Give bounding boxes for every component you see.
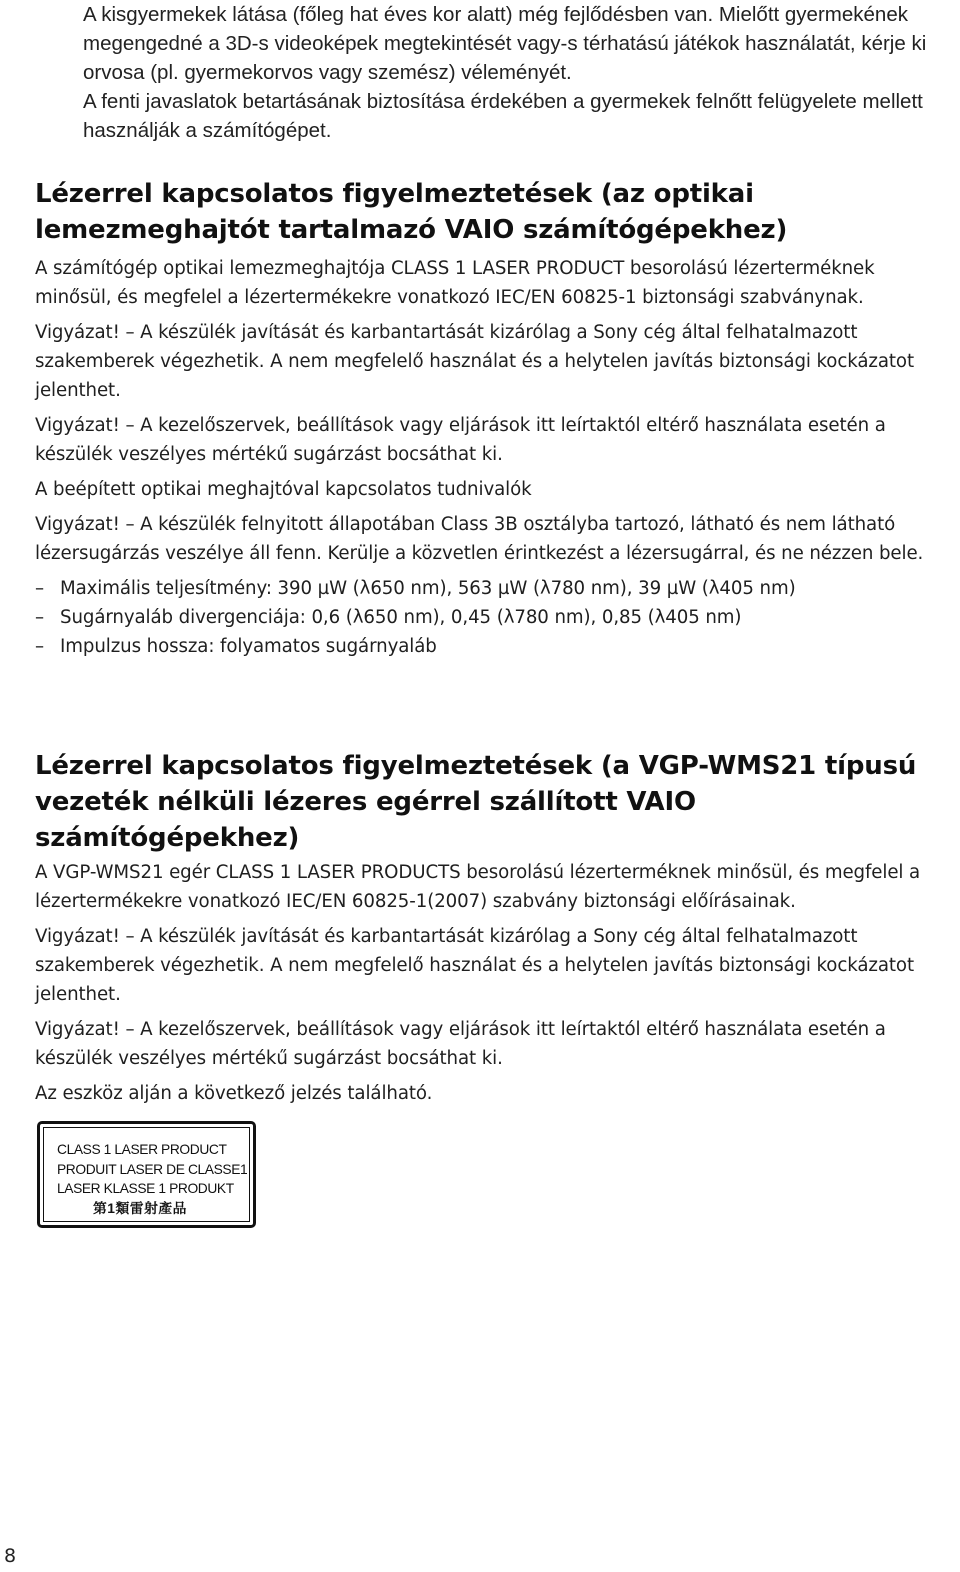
laser-class-label — [37, 1121, 256, 1228]
section-optical-drive-laser — [35, 176, 955, 661]
intro-paragraph: A kisgyermekek látása (főleg hat éves kor alatt) még fejlődésben van. Mielőtt gyermekének megengedné a 3D-s videoképek megtekintését vagy-s térhatású játékok használatát, kérje ki orvosa (pl. gyermekorvos vagy szemész) véleményét. — [83, 3, 927, 84]
section-mouse-laser — [35, 748, 955, 1114]
spec-text: Sugárnyaláb divergenciája: 0,6 (λ650 nm), 0,45 (λ780 nm), 0,85 (λ405 nm) — [60, 607, 742, 628]
label-line: LASER KLASSE 1 PRODUKT — [57, 1181, 234, 1196]
body-paragraph: A beépített optikai meghajtóval kapcsolatos tudnivalók — [35, 479, 532, 500]
bullet-dash: – — [35, 636, 44, 657]
body-paragraph: Az eszköz alján a következő jelzés található. — [35, 1083, 433, 1104]
spec-text: Maximális teljesítmény: 390 µW (λ650 nm), 563 µW (λ780 nm), 39 µW (λ405 nm) — [60, 578, 796, 599]
list-item — [35, 603, 955, 632]
warning-paragraph: Vigyázat! – A készülék javítását és karbantartását kizárólag a Sony cég által felhatalmazott szakemberek végezhetik. A nem megfelelő használat és a helytelen javítás biztonsági kockázatot jelenthet. — [35, 322, 914, 401]
laser-label-inner — [43, 1127, 250, 1222]
spec-list — [35, 574, 955, 661]
section-body — [35, 254, 955, 661]
list-item — [35, 574, 955, 603]
label-line: PRODUIT LASER DE CLASSE1 — [57, 1161, 248, 1177]
label-line: CLASS 1 LASER PRODUCT — [57, 1142, 227, 1157]
section-body — [35, 858, 955, 1108]
warning-paragraph: Vigyázat! – A készülék javítását és karbantartását kizárólag a Sony cég által felhatalmazott szakemberek végezhetik. A nem megfelelő használat és a helytelen javítás biztonsági kockázatot jelenthet. — [35, 926, 914, 1005]
bullet-dash: – — [35, 578, 44, 599]
section-heading: Lézerrel kapcsolatos figyelmeztetések (a VGP-WMS21 típusú vezeték nélküli lézeres egérrel szállított VAIO számítógépekhez) — [35, 751, 917, 853]
section-heading: Lézerrel kapcsolatos figyelmeztetések (az optikai lemezmeghajtót tartalmazó VAIO számítógépekhez) — [35, 179, 788, 245]
warning-paragraph: Vigyázat! – A készülék felnyitott állapotában Class 3B osztályba tartozó, látható és nem látható lézersugárzás veszélye áll fenn. Kerülje a közvetlen érintkezést a lézersugárral, és ne nézzen bele. — [35, 514, 924, 564]
spec-text: Impulzus hossza: folyamatos sugárnyaláb — [60, 636, 437, 657]
body-paragraph: A VGP-WMS21 egér CLASS 1 LASER PRODUCTS besorolású lézerterméknek minősül, és megfelel a lézertermékekre vonatkozó IEC/EN 60825-1(2007) szabvány biztonsági előírásainak. — [35, 862, 921, 912]
intro-text — [83, 0, 943, 145]
body-paragraph: A számítógép optikai lemezmeghajtója CLASS 1 LASER PRODUCT besorolású lézerterméknek minősül, és megfelel a lézertermékekre vonatkozó IEC/EN 60825-1 biztonsági szabványnak. — [35, 258, 875, 308]
intro-paragraph: A fenti javaslatok betartásának biztosítása érdekében a gyermekek felnőtt felügyelete mellett használják a számítógépet. — [83, 90, 923, 142]
page-number: 8 — [4, 1545, 17, 1567]
bullet-dash: – — [35, 607, 44, 628]
warning-paragraph: Vigyázat! – A kezelőszervek, beállítások vagy eljárások itt leírtaktól eltérő használata esetén a készülék veszélyes mértékű sugárzást bocsáthat ki. — [35, 415, 886, 465]
label-line: 第1類雷射產品 — [93, 1200, 187, 1216]
warning-paragraph: Vigyázat! – A kezelőszervek, beállítások vagy eljárások itt leírtaktól eltérő használata esetén a készülék veszélyes mértékű sugárzást bocsáthat ki. — [35, 1019, 886, 1069]
list-item — [35, 632, 955, 661]
